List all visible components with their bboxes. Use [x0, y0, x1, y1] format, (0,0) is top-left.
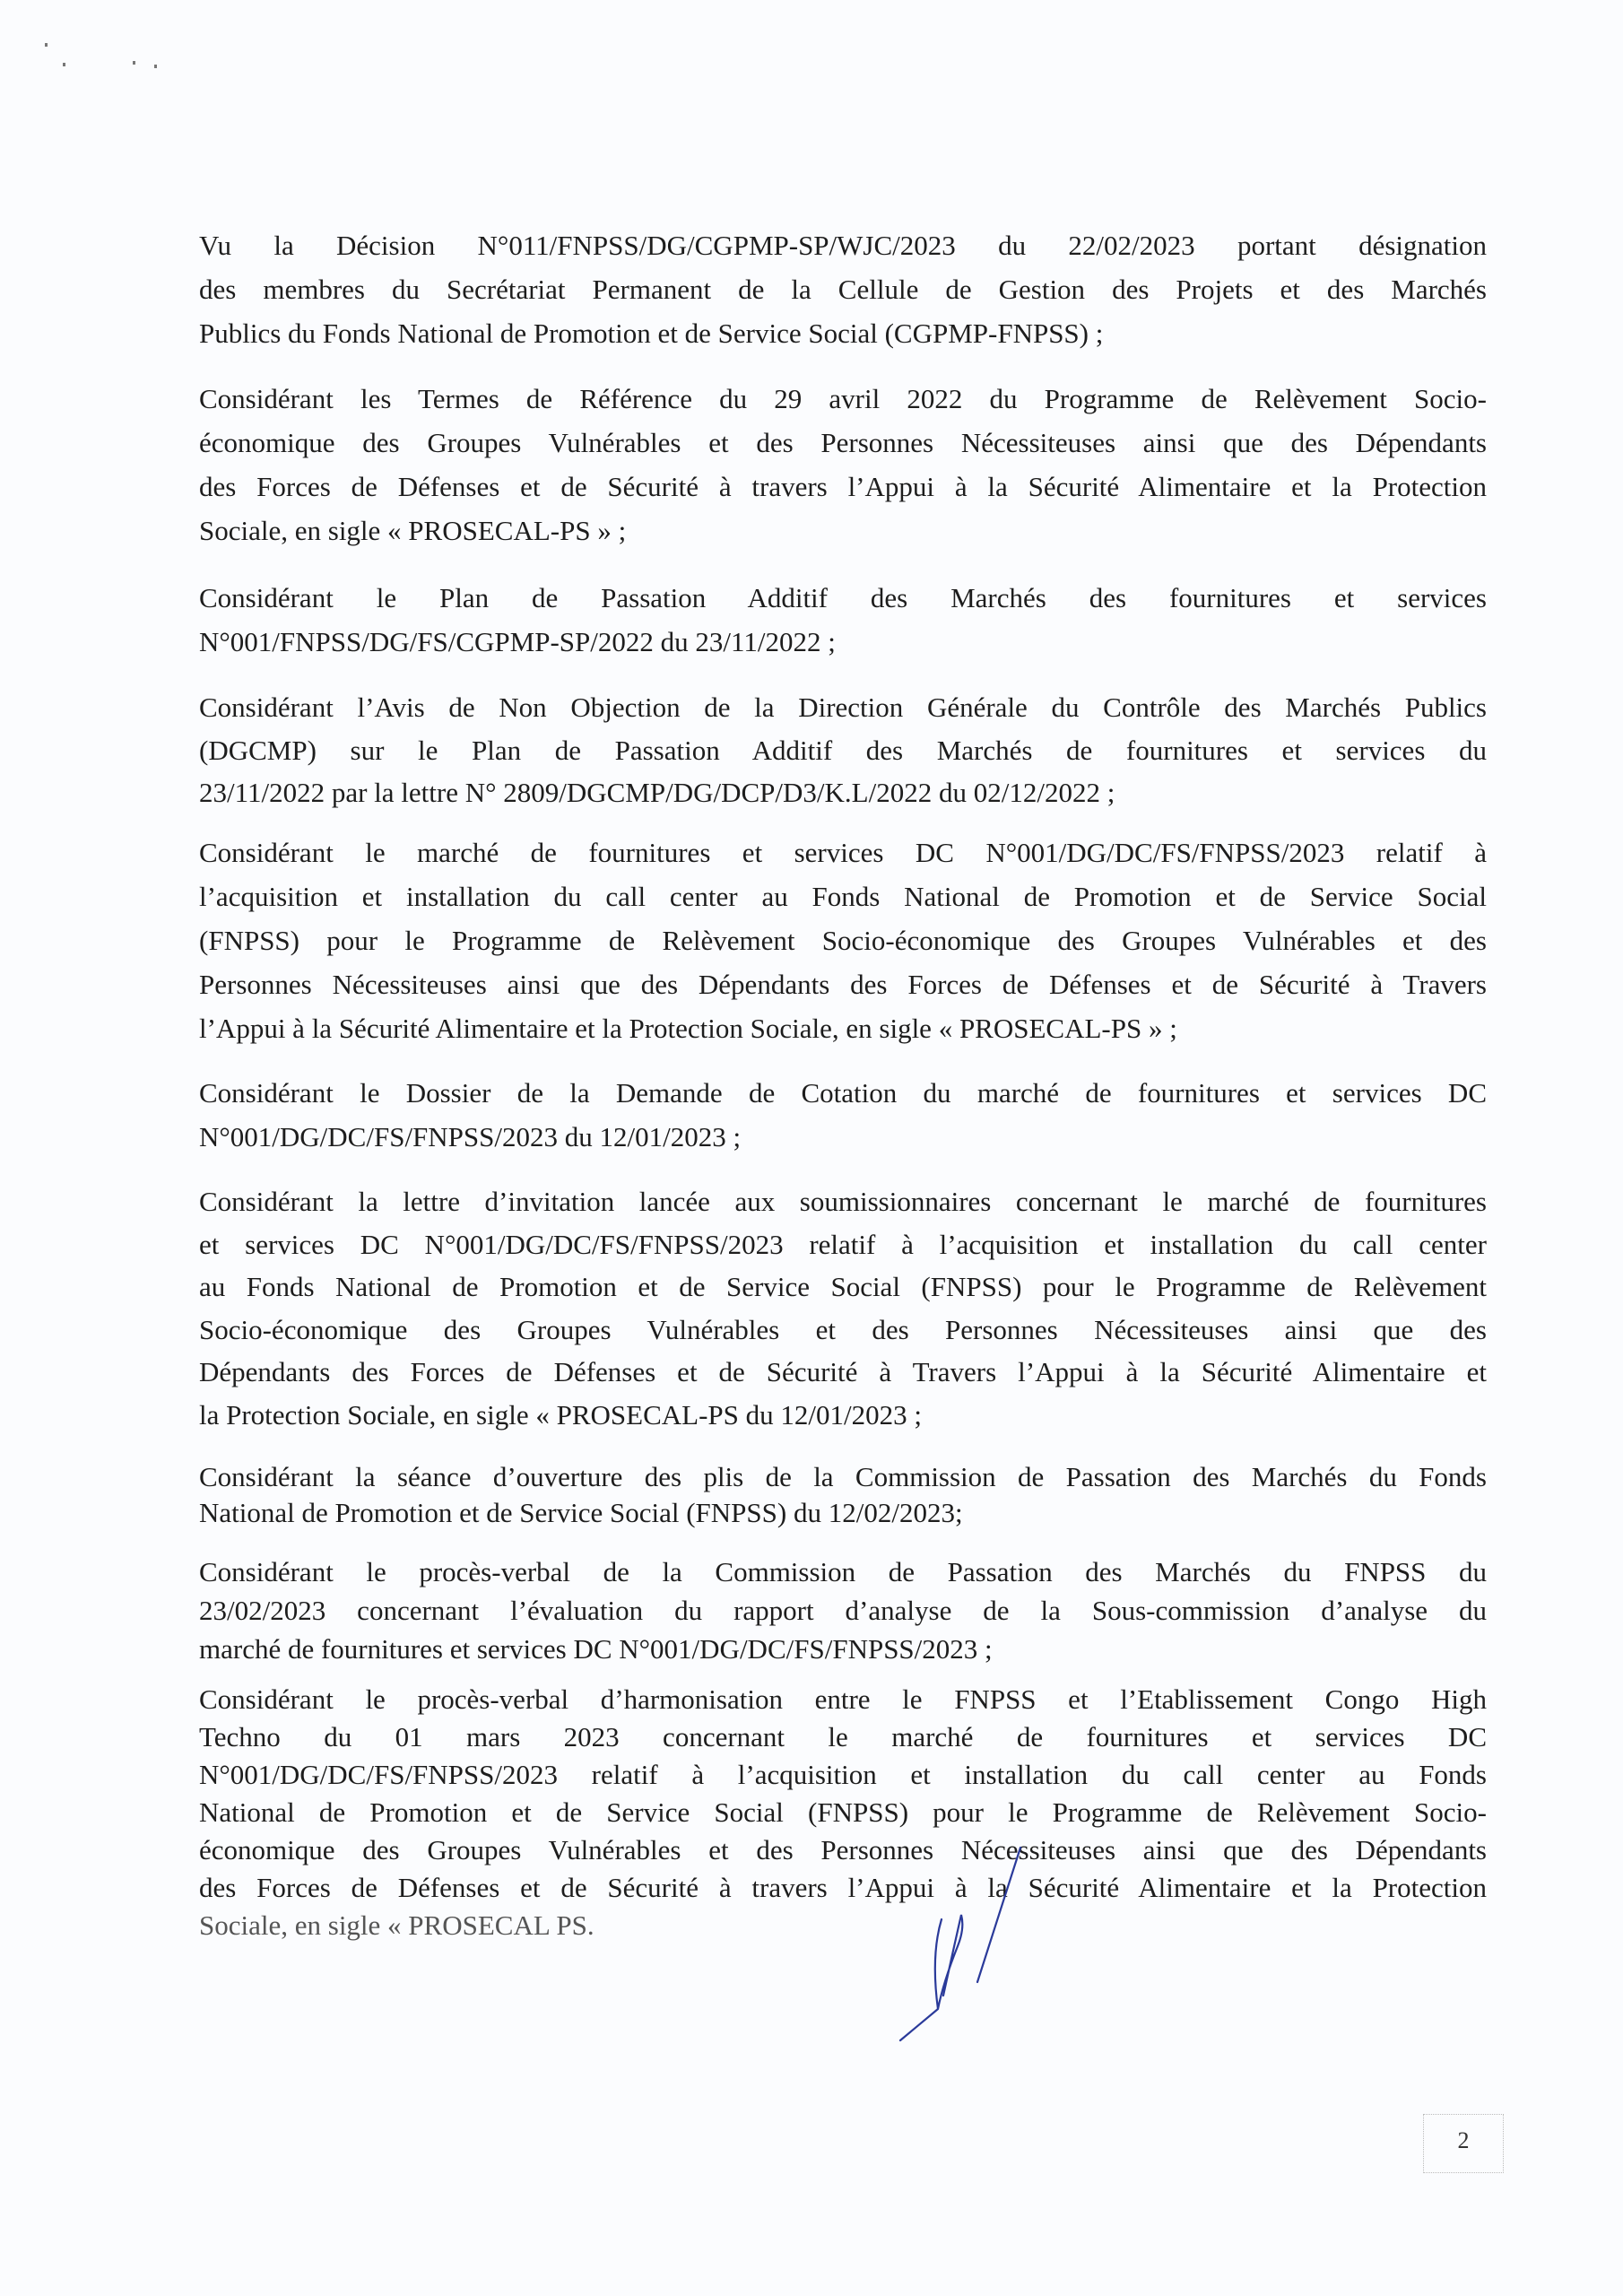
- text-line: des Forces de Défenses et de Sécurité à travers l’Appui à la Sécurité Alimentaire et la Protection: [199, 471, 1487, 502]
- text-line: N°001/DG/DC/FS/FNPSS/2023 du 12/01/2023 ;: [199, 1121, 742, 1152]
- paragraph: [199, 377, 1487, 552]
- paragraph: [199, 223, 1487, 355]
- paragraph: [199, 686, 1487, 814]
- signature-icon: [888, 1839, 1049, 2045]
- paragraph: [199, 1552, 1487, 1668]
- paragraph: [199, 1071, 1487, 1159]
- text-line: marché de fournitures et services DC N°001/DG/DC/FS/FNPSS/2023 ;: [199, 1633, 993, 1665]
- text-line: Considérant la lettre d’invitation lancée aux soumissionnaires concernant le marché de fournitures: [199, 1186, 1487, 1217]
- scan-speck: [45, 43, 48, 47]
- text-line: Considérant le procès-verbal d’harmonisation entre le FNPSS et l’Etablissement Congo High: [199, 1683, 1487, 1715]
- text-line: Techno du 01 mars 2023 concernant le marché de fournitures et services DC: [199, 1721, 1487, 1752]
- text-line: économique des Groupes Vulnérables et des Personnes Nécessiteuses ainsi que des Dépendants: [199, 1834, 1487, 1866]
- text-line: et services DC N°001/DG/DC/FS/FNPSS/2023 relatif à l’acquisition et installation du call center: [199, 1228, 1487, 1260]
- text-line: Vu la Décision N°011/FNPSS/DG/CGPMP-SP/WJC/2023 du 22/02/2023 portant désignation: [199, 230, 1487, 261]
- text-line: (FNPSS) pour le Programme de Relèvement Socio-économique des Groupes Vulnérables et des: [199, 925, 1487, 956]
- paragraph: [199, 576, 1487, 664]
- text-line: N°001/DG/DC/FS/FNPSS/2023 relatif à l’acquisition et installation du call center au Fonds: [199, 1759, 1487, 1790]
- text-line: des membres du Secrétariat Permanent de la Cellule de Gestion des Projets et des Marchés: [199, 274, 1487, 305]
- text-line: Considérant la séance d’ouverture des plis de la Commission de Passation des Marchés du Fonds: [199, 1461, 1487, 1492]
- paragraph: [199, 1180, 1487, 1436]
- text-line: économique des Groupes Vulnérables et des Personnes Nécessiteuses ainsi que des Dépendants: [199, 427, 1487, 458]
- text-line: Socio-économique des Groupes Vulnérables et des Personnes Nécessiteuses ainsi que des: [199, 1313, 1487, 1345]
- text-line: l’acquisition et installation du call center au Fonds National de Promotion et de Service Social: [199, 881, 1487, 912]
- text-line: 23/02/2023 concernant l’évaluation du rapport d’analyse de la Sous-commission d’analyse du: [199, 1595, 1487, 1626]
- text-line: National de Promotion et de Service Social (FNPSS) du 12/02/2023;: [199, 1497, 963, 1528]
- text-line: Sociale, en sigle « PROSECAL-PS » ;: [199, 515, 627, 546]
- scan-speck: [63, 63, 65, 66]
- text-line: Considérant l’Avis de Non Objection de la Direction Générale du Contrôle des Marchés Publics: [199, 691, 1487, 723]
- text-line: Considérant le marché de fournitures et services DC N°001/DG/DC/FS/FNPSS/2023 relatif à: [199, 837, 1487, 868]
- page-number: 2: [1457, 2127, 1470, 2153]
- paragraph: [199, 1459, 1487, 1531]
- text-line: Publics du Fonds National de Promotion et de Service Social (CGPMP-FNPSS) ;: [199, 317, 1104, 349]
- text-line: 23/11/2022 par la lettre N° 2809/DGCMP/DG/DCP/D3/K.L/2022 du 02/12/2022 ;: [199, 777, 1115, 808]
- scan-speck: [154, 65, 157, 68]
- text-line: Personnes Nécessiteuses ainsi que des Dépendants des Forces de Défenses et de Sécurité à Travers: [199, 969, 1487, 1000]
- text-line: National de Promotion et de Service Social (FNPSS) pour le Programme de Relèvement Socio-: [199, 1796, 1487, 1828]
- scan-speck: [133, 61, 135, 65]
- text-line: au Fonds National de Promotion et de Service Social (FNPSS) pour le Programme de Relèvement: [199, 1271, 1487, 1302]
- text-line: Sociale, en sigle « PROSECAL PS.: [199, 1909, 595, 1941]
- text-line: l’Appui à la Sécurité Alimentaire et la Protection Sociale, en sigle « PROSECAL-PS » ;: [199, 1013, 1177, 1044]
- paragraph: [199, 1681, 1487, 1944]
- text-line: N°001/FNPSS/DG/FS/CGPMP-SP/2022 du 23/11/2022 ;: [199, 626, 836, 657]
- paragraph: [199, 831, 1487, 1050]
- text-line: Considérant le Plan de Passation Additif des Marchés des fournitures et services: [199, 582, 1487, 613]
- page-number-box: [1423, 2114, 1504, 2173]
- text-line: Dépendants des Forces de Défenses et de Sécurité à Travers l’Appui à la Sécurité Alimentaire et: [199, 1356, 1487, 1387]
- text-line: Considérant le Dossier de la Demande de Cotation du marché de fournitures et services DC: [199, 1077, 1487, 1109]
- text-line: (DGCMP) sur le Plan de Passation Additif des Marchés de fournitures et services du: [199, 734, 1487, 766]
- text-line: la Protection Sociale, en sigle « PROSECAL-PS du 12/01/2023 ;: [199, 1398, 922, 1431]
- text-line: Considérant le procès-verbal de la Commission de Passation des Marchés du FNPSS du: [199, 1556, 1487, 1587]
- text-line: des Forces de Défenses et de Sécurité à travers l’Appui à la Sécurité Alimentaire et la Protection: [199, 1872, 1487, 1903]
- text-line: Considérant les Termes de Référence du 29 avril 2022 du Programme de Relèvement Socio-: [199, 383, 1487, 414]
